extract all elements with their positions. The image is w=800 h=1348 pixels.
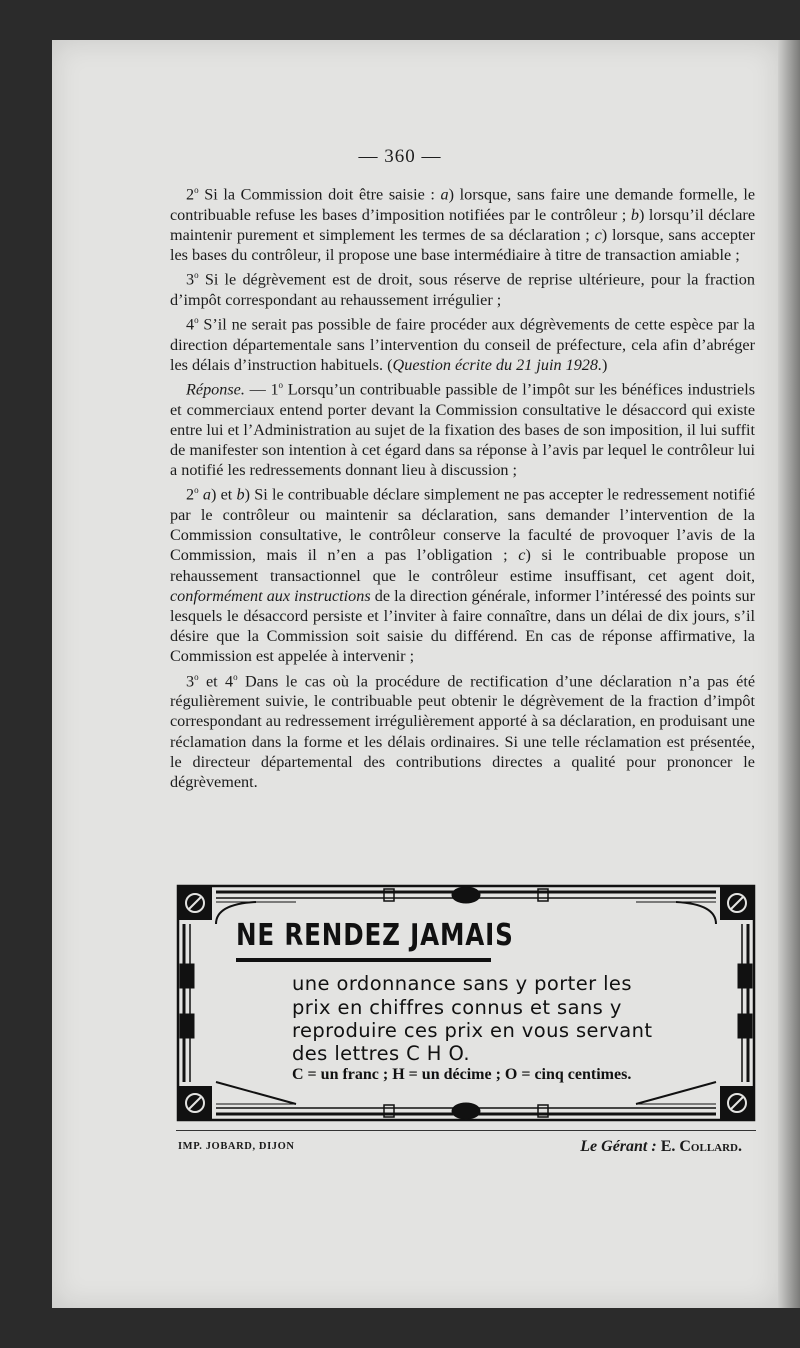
- footer-rule: [176, 1130, 756, 1131]
- paragraph-reponse-3o-4o: 3$^o$ et 4$^o$ Dans le cas où la procédure de rectification d’une déclaration n’a pas été régulièrement suivie, le contribuable peut obtenir le dégrèvement de la fraction d’impôt correspondant au redressement irrégulièrement apporté à sa déclaration, en produisant une réclamation dans la forme et les délais ordinaires. Si une telle réclamation est présentée, le directeur départemental des contributions directes a qualité pour prononcer le dégrèvement.: [170, 671, 756, 792]
- page-number: — 360 —: [358, 146, 442, 167]
- paragraph-4o: 4$^o$ S’il ne serait pas possible de faire procéder aux dégrèvements de cette espèce par la direction départementale sans l’intervention du conseil de préfecture, cela afin d’abréger les délais d’instruction habituels. (Question écrite du 21 juin 1928.): [170, 315, 755, 374]
- advertisement-title: NE RENDEZ JAMAIS: [236, 918, 514, 953]
- advertisement-legend: C = un franc ; H = un décime ; O = cinq centimes.: [292, 1066, 632, 1083]
- paragraph-2o: 2$^o$ Si la Commission doit être saisie : a) lorsque, sans faire une demande formelle, le contribuable refuse les bases d’imposition notifiées par le contrôleur ; b) lorsqu’il déclare maintenir purement et simplement les termes de sa déclaration ; c) lorsque, sans accepter les bases du contrôleur, il propose une base intermédiaire à titre de transaction amiable ;: [170, 185, 756, 264]
- body-text: [170, 180, 755, 792]
- advertisement: [176, 884, 756, 1122]
- manager-name: E. Collard.: [660, 1138, 742, 1155]
- printer-imprint: IMP. JOBARD, DIJON: [178, 1141, 295, 1152]
- manager-label: Le Gérant :: [580, 1138, 657, 1155]
- advertisement-line-3: reproduire ces prix en vous servant: [292, 1019, 653, 1042]
- advertisement-title-underline: [236, 958, 491, 962]
- manager-signature: [580, 1138, 742, 1156]
- advertisement-line-1: une ordonnance sans y porter les: [292, 972, 632, 995]
- advertisement-line-2: prix en chiffres connus et sans y: [292, 996, 622, 1019]
- advertisement-line-4: des lettres C H O.: [292, 1042, 471, 1065]
- paragraph-reponse-2o: 2$^o$ a) et b) Si le contribuable déclare simplement ne pas accepter le redressement notifié par le contrôleur ou maintenir sa déclaration, sans demander l’intervention de la Commission consultative, le contrôleur conserve la faculté de provoquer l’avis de la Commission, mais il n’en a pas l’obligation ; c) si le contribuable propose un rehaussement transactionnel que le contrôleur estime insuffisant, cet agent doit, conformément aux instructions de la direction générale, informer l’intéressé des points sur lesquels le désaccord persiste et l’inviter à faire connaître, dans un délai de dix jours, s’il désire que la Commission soit saisie du différend. En cas de réponse affirmative, la Commission est appelée à intervenir ;: [170, 485, 756, 666]
- paragraph-reponse: Réponse. — 1$^o$ Lorsqu’un contribuable passible de l’impôt sur les bénéfices industriels et commerciaux entend porter devant la Commission consultative le désaccord qui existe entre lui et l’Administration au sujet de la fixation des bases de son imposition, il lui suffit de manifester son intention à cet égard dans sa réponse à l’avis par lequel le contrôleur lui a notifié les redressements donnant lieu à discussion ;: [170, 380, 755, 480]
- page-edge: [778, 40, 800, 1308]
- paragraph-3o: 3$^o$ Si le dégrèvement est de droit, sous réserve de reprise ultérieure, pour la fraction d’impôt correspondant au rehaussement irrégulier ;: [170, 270, 755, 309]
